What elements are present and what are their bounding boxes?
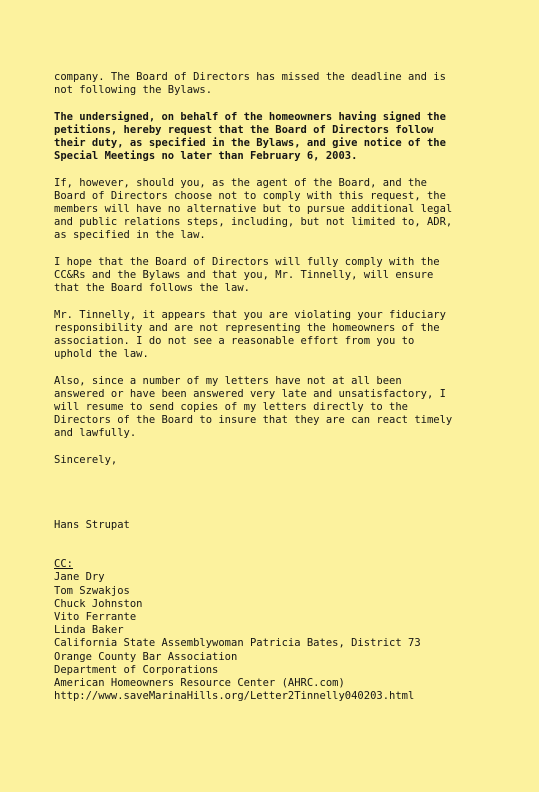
cc-recipient: Chuck Johnston: [54, 597, 143, 610]
paragraph-fiduciary: Mr. Tinnelly, it appears that you are violating your fiduciary responsibility and are not representing the homeowners of the association. I do not see a reasonable effort from you to uphold the law.: [54, 308, 446, 361]
signature-space: [54, 467, 524, 519]
cc-list: [54, 571, 524, 703]
cc-recipient: Tom Szwakjos: [54, 584, 130, 597]
cc-recipient: Vito Ferrante: [54, 611, 137, 624]
paragraph-request: The undersigned, on behalf of the homeowners having signed the petitions, hereby request that the Board of Directors follow their duty, as specified in the Bylaws, and give notice of the Special Meetings no later than February 6, 2003.: [54, 110, 446, 163]
paragraph-deadline: company. The Board of Directors has missed the deadline and is not following the Bylaws.: [54, 71, 446, 97]
closing: Sincerely,: [54, 453, 118, 466]
cc-url: http://www.saveMarinaHills.org/Letter2Tinnelly040203.html: [54, 690, 415, 703]
cc-recipient: Orange County Bar Association: [54, 650, 238, 663]
paragraph-copies: Also, since a number of my letters have not at all been answered or have been answered very late and unsatisfactory, I will resume to send copies of my letters directly to the Directors of the Board to insure that they are can react timely and lawfully.: [54, 374, 453, 440]
cc-label: CC:: [54, 558, 73, 571]
cc-recipient: Jane Dry: [54, 571, 105, 584]
cc-spacer: [54, 532, 524, 558]
paragraph-alternatives: If, however, should you, as the agent of the Board, and the Board of Directors choose not to comply with this request, the members will have no alternative but to pursue additional legal and public relations steps, including, but not limited to, ADR, as specified in the law.: [54, 176, 453, 242]
cc-recipient: American Homeowners Resource Center (AHRC.com): [54, 677, 345, 690]
cc-recipient: Department of Corporations: [54, 663, 219, 676]
signature-name: Hans Strupat: [54, 519, 130, 531]
letter-body: [54, 71, 524, 703]
cc-recipient: California State Assemblywoman Patricia Bates, District 73: [54, 637, 421, 650]
cc-recipient: Linda Baker: [54, 624, 124, 637]
paragraph-hope: I hope that the Board of Directors will fully comply with the CC&Rs and the Bylaws and that you, Mr. Tinnelly, will ensure that the Board follows the law.: [54, 255, 440, 295]
